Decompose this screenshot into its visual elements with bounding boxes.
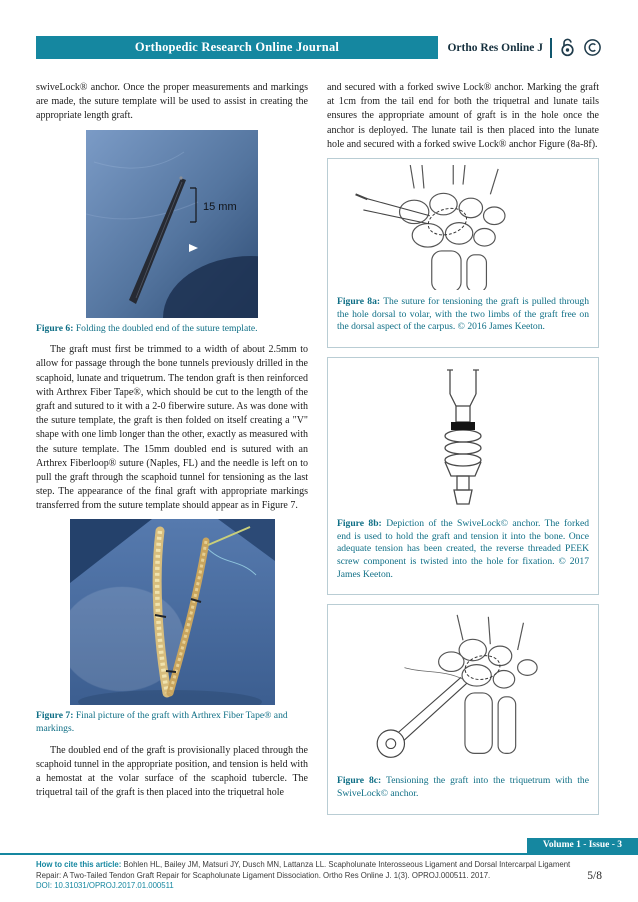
figure8b-illustration bbox=[388, 364, 538, 512]
figure8c-illustration bbox=[343, 611, 583, 769]
header-right bbox=[438, 36, 602, 59]
citation-text: Bohlen HL, Bailey JM, Matsuri JY, Dusch MN, Lattanza LL. Scapholunate Interosseous Ligament and Dorsal Intercarpal Ligament Repair: A Two-Tailed Tendon Graft Repair for Scapholunate Ligament Dissociation. Ortho Res Online J. 1(3). OPROJ.000511. 2017. bbox=[36, 859, 571, 880]
figure8c-caption: Figure 8c: Tensioning the graft into the triquetrum with the SwiveLock© anchor. bbox=[337, 775, 589, 799]
cite-label: How to cite this article: bbox=[36, 859, 122, 869]
figure-6 bbox=[36, 130, 308, 336]
figure8a-illustration bbox=[343, 165, 583, 290]
figure7-caption: Figure 7: Final picture of the graft with Arthrex Fiber Tape® and markings. bbox=[36, 710, 288, 735]
page-footer bbox=[0, 838, 638, 902]
left-column bbox=[36, 81, 308, 824]
journal-title-bar bbox=[36, 36, 438, 59]
figure-8a bbox=[327, 158, 599, 348]
figure8b-caption: Figure 8b: Depiction of the SwiveLock© anchor. The forked end is used to hold the graft and tension it into the bone. Once adequate tension has been created, the reverse threaded PEEK screw component is twisted into the hole for fixation. © 2017 James Keeton. bbox=[337, 517, 589, 580]
figure8a-caption: Figure 8a: The suture for tensioning the graft is pulled through the hole dorsal to volar, with the two limbs of the graft free on the dorsal aspect of the carpus. © 2016 James Keeton. bbox=[337, 295, 589, 333]
paragraph-4: and secured with a forked swive Lock® anchor. Marking the graft at 1cm from the tail end for both the triquetral and lunate tails ensures the appropriate amount of graft is in the hole once the anchor is deployed. The lunate tail is then placed into the lunate hole and secured with a forked swive Lock® anchor Figure (8a-8f). bbox=[327, 82, 599, 150]
paragraph-2: The graft must first be trimmed to a width of about 2.5mm to allow for passage through the bone tunnels previously drilled in the scaphoid, lunate and triquetrum. The tendon graft is then reinforced with Arthrex Fiber Tape®, which should be cut to the length of the graft and sutured to it with a 2-0 fiberwire suture. As was done with the suture template, the graft is then folded on itself creating a "V" shape with one limb longer than the other, exactly as measured with the suture template. The 15mm doubled end is sutured with an Arthrex Fiberloop® suture (Naples, FL) and the needle is left on to pull the graft through the scaphoid tunnel for tensioning as the last step. The appearance of the final graft with appropriate markings transferred from the suture template should appear as in Figure 7. bbox=[36, 344, 308, 512]
header-divider bbox=[550, 38, 552, 58]
volume-badge: Volume 1 - Issue - 3 bbox=[527, 838, 638, 853]
doi-link[interactable]: 10.31031/OPROJ.2017.01.000511 bbox=[54, 881, 174, 891]
journal-abbrev: Ortho Res Online J bbox=[447, 41, 543, 54]
journal-title: Orthopedic Research Online Journal bbox=[134, 40, 340, 54]
page-header bbox=[36, 36, 602, 59]
page-number: 5/8 bbox=[587, 869, 602, 882]
figure6-photo bbox=[86, 130, 258, 318]
citation bbox=[36, 860, 575, 892]
figure-8b bbox=[327, 357, 599, 595]
figure-7 bbox=[36, 519, 308, 735]
figure-8c bbox=[327, 604, 599, 814]
article-body bbox=[36, 81, 602, 824]
open-access-icon bbox=[559, 38, 576, 57]
paragraph-1: swiveLock® anchor. Once the proper measurements and markings are made, the suture template will be used to assist in creating the appropriate length graft. bbox=[36, 82, 308, 122]
footer-body bbox=[0, 855, 638, 902]
figure6-annotation: 15 mm bbox=[203, 200, 237, 213]
crossmark-icon bbox=[583, 38, 602, 57]
figure7-photo bbox=[70, 519, 275, 705]
doi-label: DOI: bbox=[36, 881, 53, 891]
paragraph-3: The doubled end of the graft is provisionally placed through the scaphoid tunnel in the appropriate position, and tension is held with a hemostat at the volar surface of the scaphoid tubercle. The triquetral tail of the graft is then placed into the triquetral hole bbox=[36, 744, 308, 799]
figure6-caption: Figure 6: Folding the doubled end of the suture template. bbox=[36, 322, 258, 334]
right-column bbox=[327, 81, 599, 824]
